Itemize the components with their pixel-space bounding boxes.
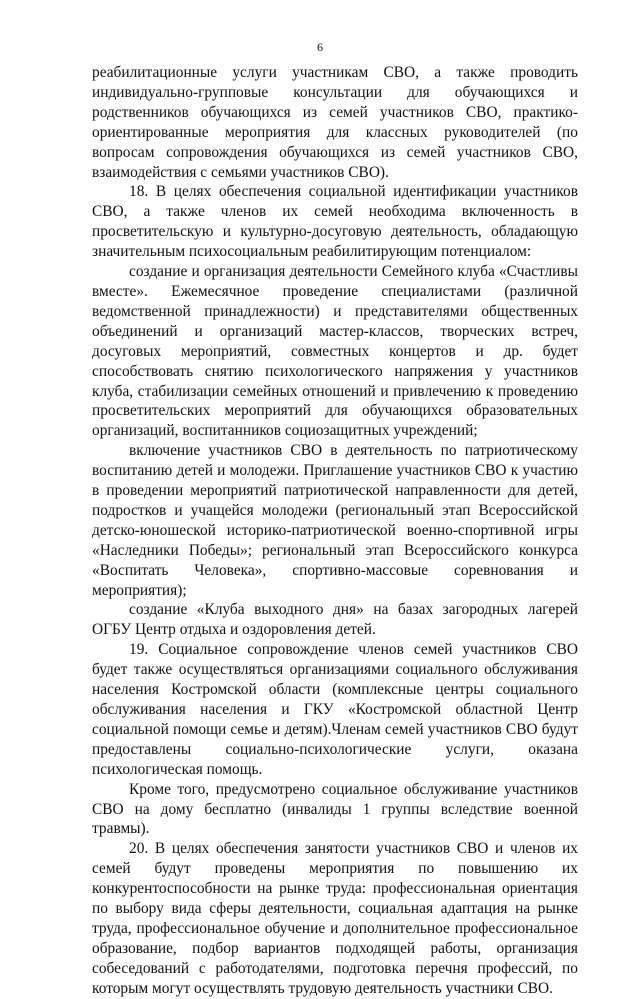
paragraph-item-18: 18. В целях обеспечения социальной идентификации участников СВО, а также членов их семей необходима включенность в просветительскую и культурно-досуговую деятельность, обладающую значительным психосоциальным реабилитирующим потенциалом: — [92, 183, 578, 261]
paragraph-patriotic-education: включение участников СВО в деятельность по патриотическому воспитанию детей и молодежи. Приглашение участников СВО к участию в проведении мероприятий патриотической направленности для детей, подростков и учащейся молодежи (региональный этап Всероссийской детско-юношеской историко-патриотической военно-спортивной игры «Наследники Победы»; региональный этап Всероссийского конкурса «Воспитать Человека», спортивно-массовые соревнования и мероприятия); — [92, 442, 578, 599]
paragraph-continuation: реабилитационные услуги участникам СВО, а также проводить индивидуально-групповые консультации для обучающихся и родственников обучающихся из семей участников СВО, практико-ориентированные мероприятия для классных руководителей (по вопросам сопровождения обучающихся из семей участников СВО, взаимодействия с семьями участников СВО). — [92, 64, 578, 181]
page-number: 6 — [317, 40, 323, 54]
paragraph-family-club: создание и организация деятельности Семейного клуба «Счастливы вместе». Ежемесячное проведение специалистами (различной ведомственной принадлежности) и представителями общественных объединений и организаций мастер-классов, творческих встреч, досуговых мероприятий, совместных концертов и др. будет способствовать снятию психологического напряжения у участников клуба, стабилизации семейных отношений и привлечению к проведению просветительских мероприятий для обучающихся образовательных организаций, воспитанников социозащитных учреждений; — [92, 263, 578, 440]
paragraph-weekend-club: создание «Клуба выходного дня» на базах загородных лагерей ОГБУ Центр отдыха и оздоровления детей. — [92, 601, 578, 639]
paragraph-home-service: Кроме того, предусмотрено социальное обслуживание участников СВО на дому бесплатно (инвалиды 1 группы вследствие военной травмы). — [92, 780, 578, 838]
paragraph-item-20: 20. В целях обеспечения занятости участников СВО и членов их семей будут проведены мероприятия по повышению их конкурентоспособности на рынке труда: профессиональная ориентация по выбору вида сферы деятельности, социальная адаптация на рынке труда, профессиональное обучение и дополнительное профессиональное образование, подбор вариантов подходящей работы, организация собеседований с работодателями, подготовка перечня профессий, по которым могут осуществлять трудовую деятельность участники СВО. — [92, 840, 578, 997]
document-body — [92, 63, 578, 999]
paragraph-item-19: 19. Социальное сопровождение членов семей участников СВО будет также осуществляться организациями социального обслуживания населения Костромской области (комплексные центры социального обслуживания населения и ГКУ «Костромской областной Центр социальной помощи семье и детям).Членам семей участников СВО будут предоставлены социально-психологические услуги, оказана психологическая помощь. — [92, 641, 578, 778]
